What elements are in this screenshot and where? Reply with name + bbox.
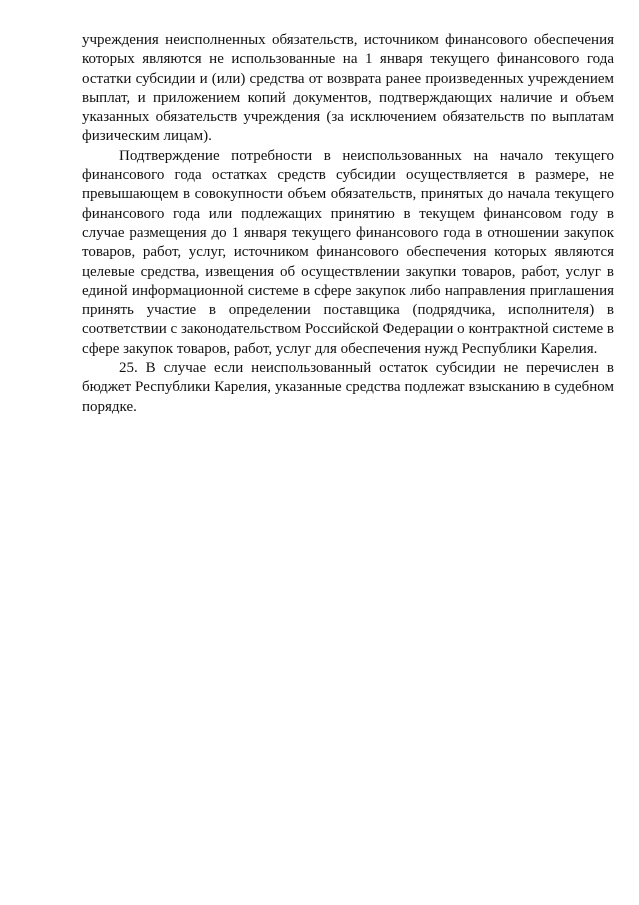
paragraph-item-25: 25. В случае если неиспользованный остаток субсидии не перечислен в бюджет Республики Карелия, указанные средства подлежат взысканию в судебном порядке. <box>82 360 614 415</box>
paragraph-continuation: учреждения неисполненных обязательств, источником финансового обеспечения которых являются не использованные на 1 января текущего финансового года остатки субсидии и (или) средства от возврата ранее произведенных учреждением выплат, и приложением копий документов, подтверждающих наличие и объем указанных обязательств учреждения (за исключением обязательств по выплатам физическим лицам). <box>82 32 614 145</box>
document-body <box>82 31 614 417</box>
paragraph-confirmation: Подтверждение потребности в неиспользованных на начало текущего финансового года остатках средств субсидии осуществляется в размере, не превышающем в совокупности объем обязательств, принятых до начала текущего финансового года или подлежащих принятию в текущем финансовом году в случае размещения до 1 января текущего финансового года в отношении закупок товаров, работ, услуг, источником финансового обеспечения которых являются целевые средства, извещения об осуществлении закупки товаров, работ, услуг в единой информационной системе в сфере закупок либо направления приглашения принять участие в определении поставщика (подрядчика, исполнителя) в соответствии с законодательством Российской Федерации о контрактной системе в сфере закупок товаров, работ, услуг для обеспечения нужд Республики Карелия. <box>82 147 614 357</box>
